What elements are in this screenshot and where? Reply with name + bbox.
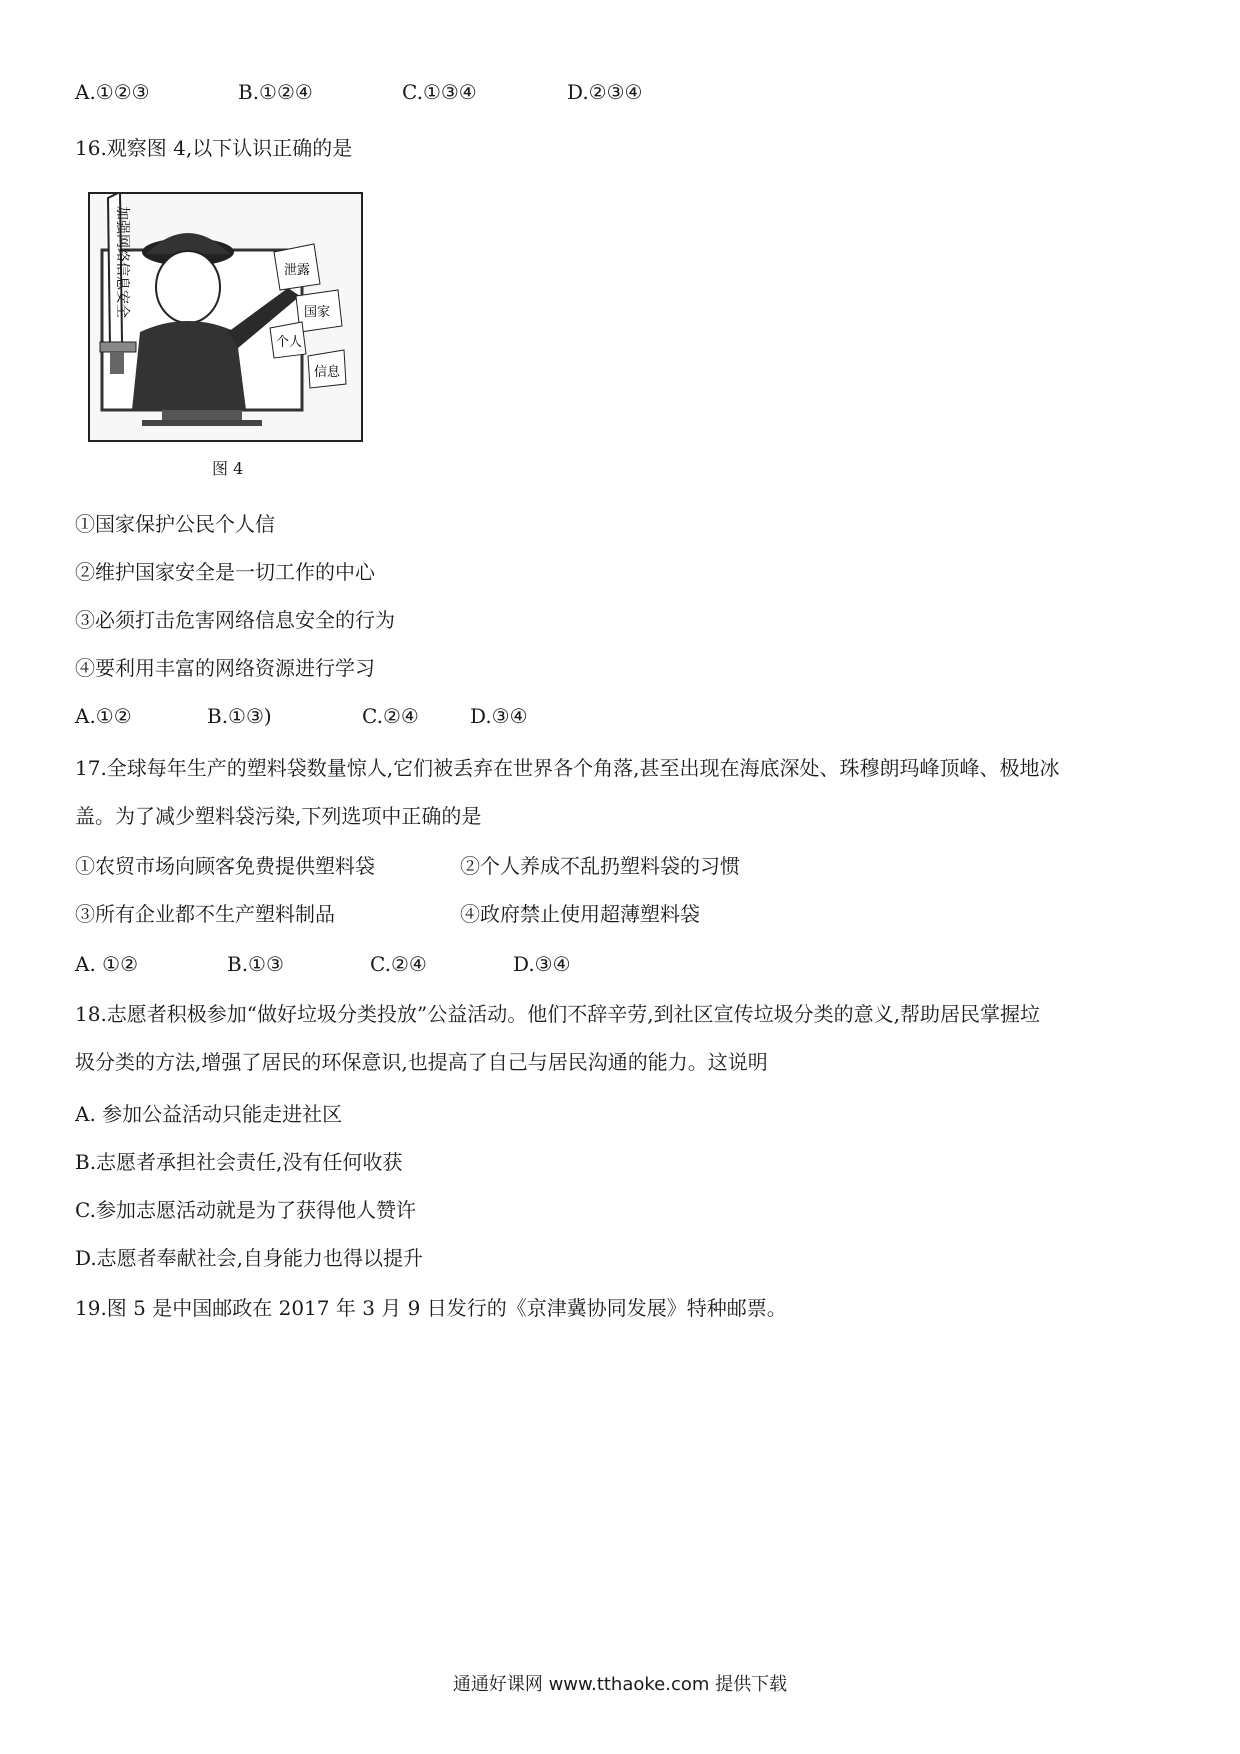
page-footer: 通通好课网 www.tthaoke.com 提供下载: [452, 1674, 788, 1695]
figure-4-cartoon: [88, 192, 363, 442]
q16-statement-2: ②维护国家安全是一切工作的中心: [75, 560, 375, 584]
q17-option-a: A. ①②: [75, 952, 139, 976]
q16-statement-3: ③必须打击危害网络信息安全的行为: [75, 608, 395, 632]
q16-option-c: C.②④: [362, 704, 419, 728]
q15-option-c: C.①③④: [402, 80, 477, 104]
q16-option-b: B.①③): [207, 704, 272, 728]
q17-option-c: C.②④: [370, 952, 427, 976]
cartoon-text-sword: 加强网络信息安全: [114, 206, 130, 318]
q16-option-d: D.③④: [470, 704, 528, 728]
q16-statement-4: ④要利用丰富的网络资源进行学习: [75, 656, 375, 680]
q18-option-a: A. 参加公益活动只能走进社区: [75, 1102, 343, 1126]
q18-option-b: B.志愿者承担社会责任,没有任何收获: [75, 1150, 403, 1174]
q18-stem-line-1: 18.志愿者积极参加“做好垃圾分类投放”公益活动。他们不辞辛劳,到社区宣传垃圾分类的意义,帮助居民掌握垃: [75, 1002, 1040, 1026]
q16-statement-1: ①国家保护公民个人信: [75, 512, 275, 536]
figure-4-caption: 图 4: [212, 459, 244, 478]
q15-option-b: B.①②④: [238, 80, 313, 104]
q15-option-a: A.①②③: [75, 80, 150, 104]
q17-statement-3: ③所有企业都不生产塑料制品: [75, 902, 335, 926]
q16-option-a: A.①②: [75, 704, 132, 728]
q16-stem: 16.观察图 4,以下认识正确的是: [75, 136, 353, 160]
cartoon-text-country: 国家: [304, 305, 331, 320]
q17-statement-1: ①农贸市场向顾客免费提供塑料袋: [75, 854, 375, 878]
q17-stem-line-2: 盖。为了减少塑料袋污染,下列选项中正确的是: [75, 804, 482, 828]
q15-option-d: D.②③④: [567, 80, 643, 104]
cartoon-text-info: 信息: [314, 365, 341, 380]
cartoon-text-leak: 泄露: [284, 263, 311, 278]
q18-option-c: C.参加志愿活动就是为了获得他人赞许: [75, 1198, 416, 1222]
q17-statement-4: ④政府禁止使用超薄塑料袋: [460, 902, 700, 926]
q17-option-d: D.③④: [513, 952, 571, 976]
q17-stem-line-1: 17.全球每年生产的塑料袋数量惊人,它们被丢弃在世界各个角落,甚至出现在海底深处、珠穆朗玛峰顶峰、极地冰: [75, 756, 1060, 780]
q19-stem: 19.图 5 是中国邮政在 2017 年 3 月 9 日发行的《京津冀协同发展》特种邮票。: [75, 1296, 787, 1320]
q18-option-d: D.志愿者奉献社会,自身能力也得以提升: [75, 1246, 424, 1270]
q18-stem-line-2: 圾分类的方法,增强了居民的环保意识,也提高了自己与居民沟通的能力。这说明: [75, 1050, 768, 1074]
cartoon-text-person: 个人: [276, 335, 303, 350]
q17-option-b: B.①③: [227, 952, 284, 976]
q17-statement-2: ②个人养成不乱扔塑料袋的习惯: [460, 854, 740, 878]
